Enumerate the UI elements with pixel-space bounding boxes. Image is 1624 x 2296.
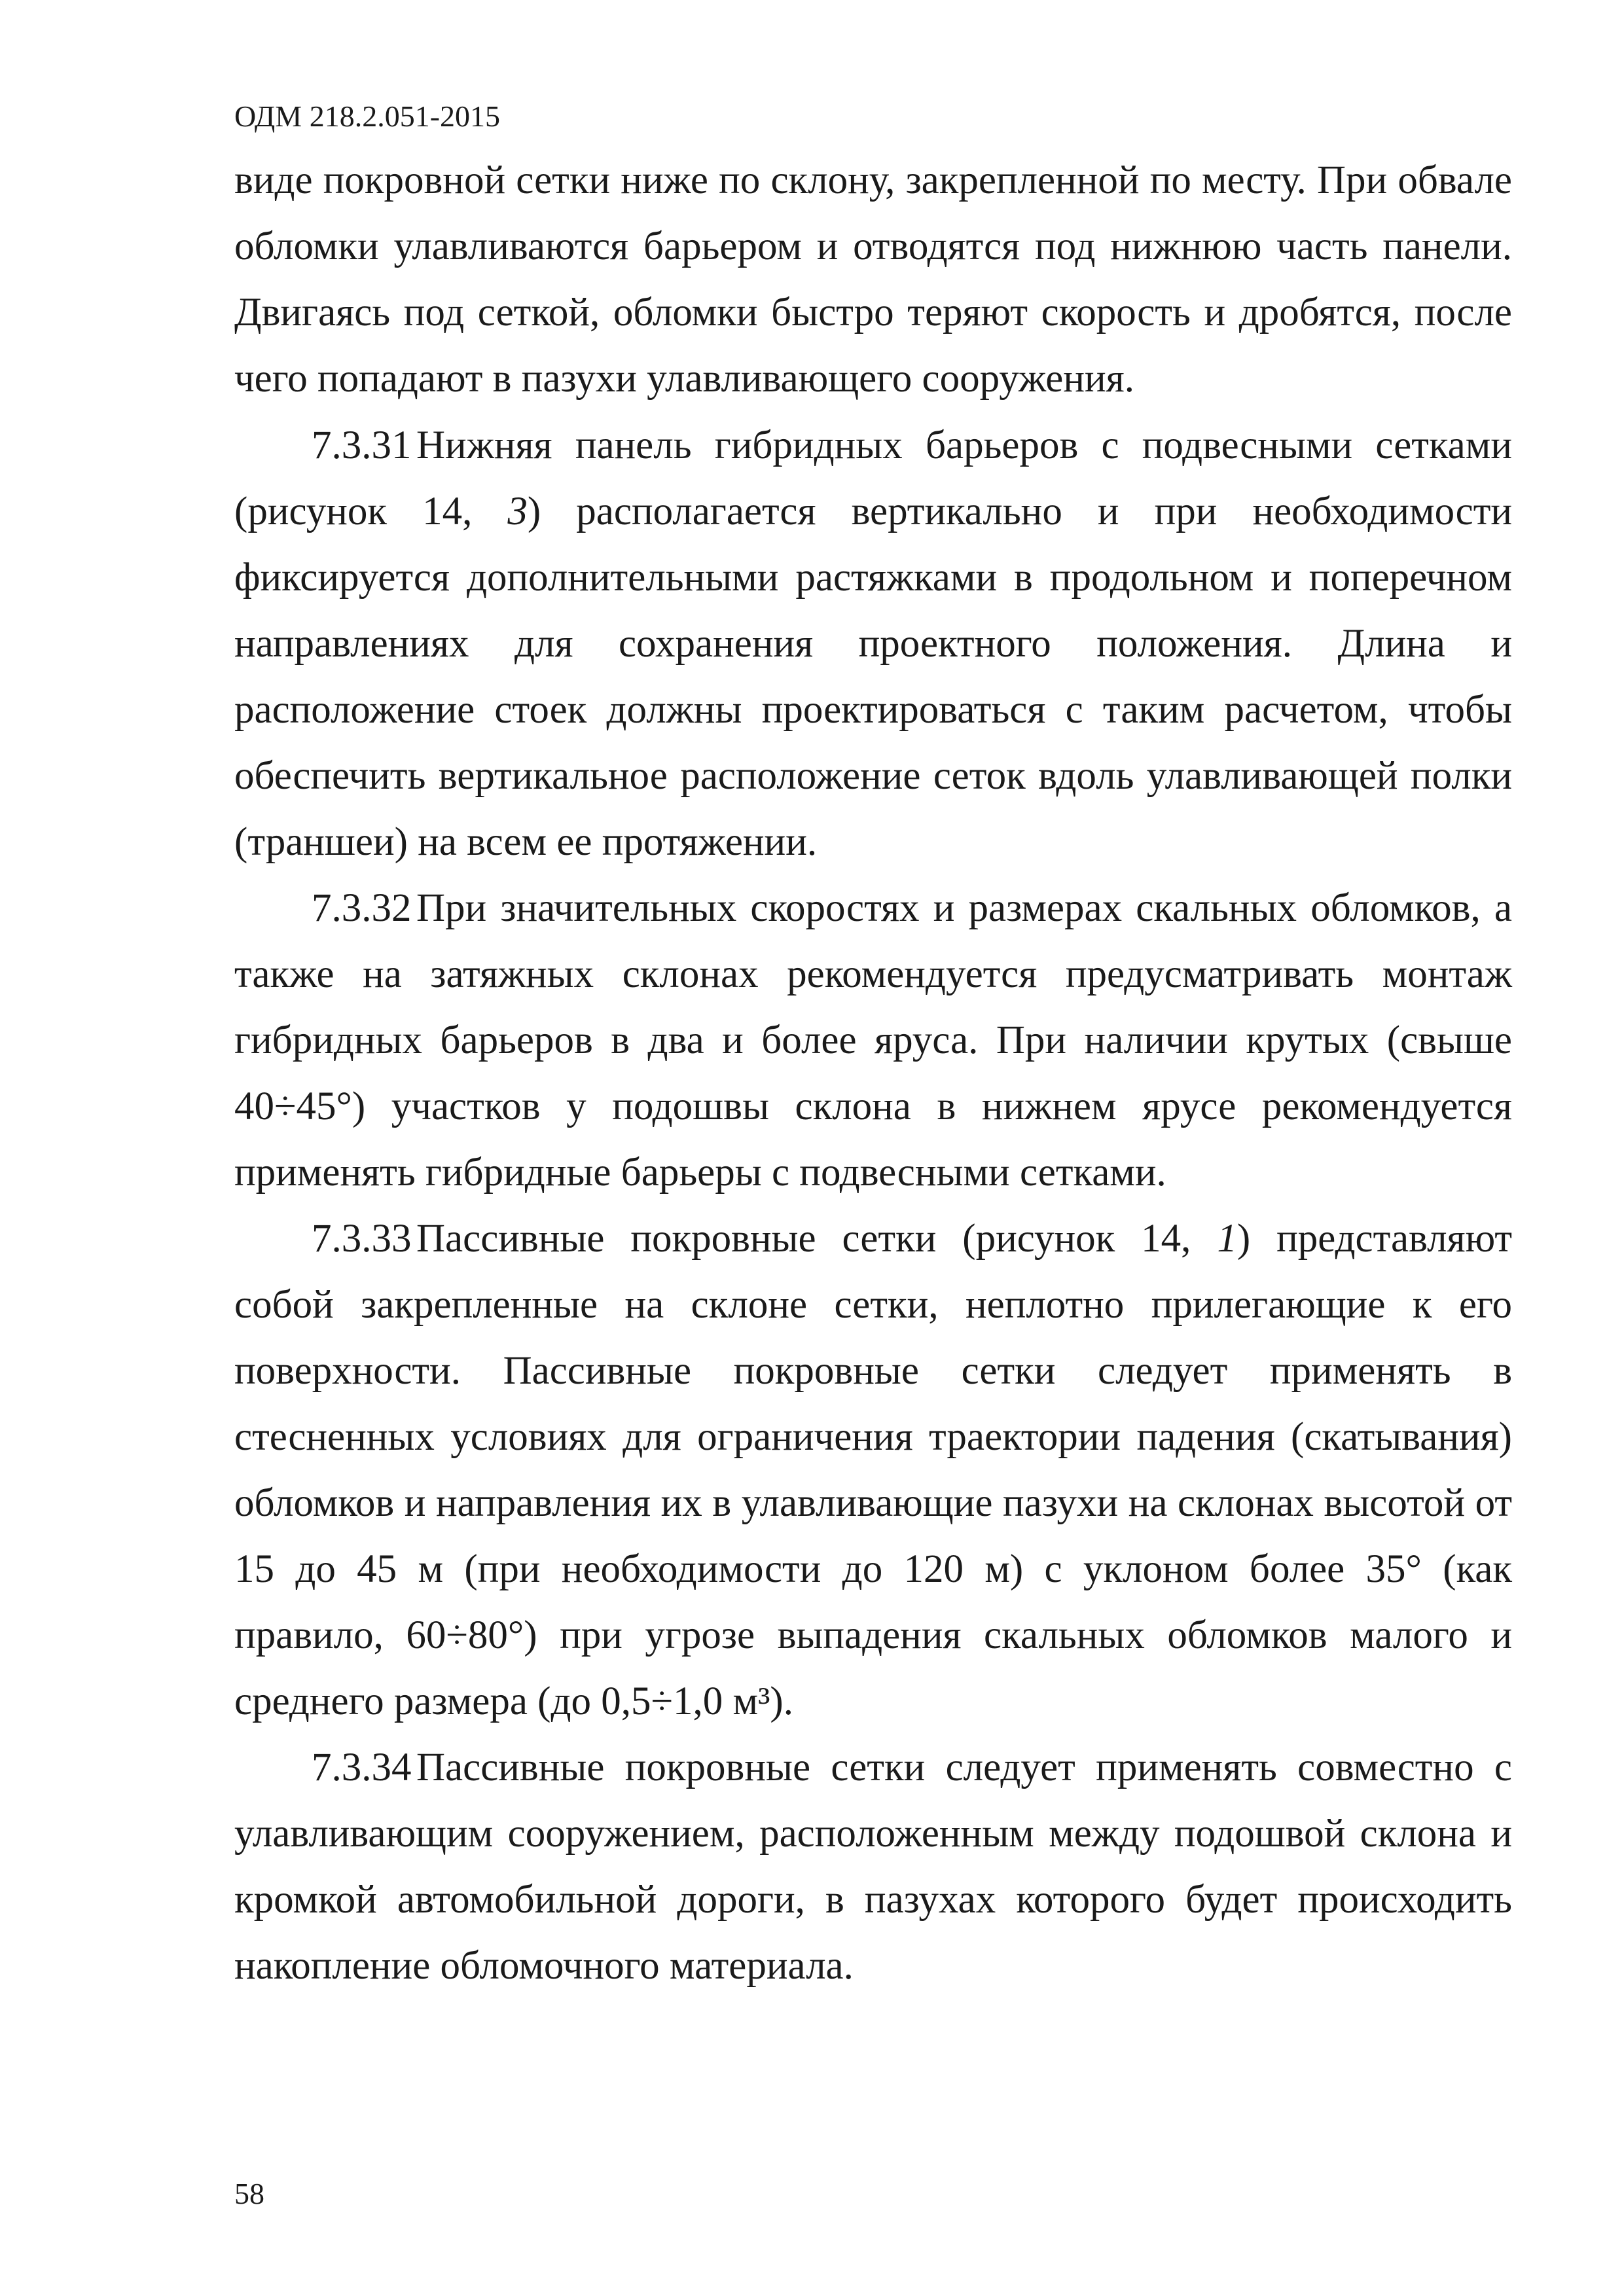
paragraph-7-3-31 bbox=[234, 412, 1512, 875]
clause-number: 7.3.34 bbox=[312, 1746, 412, 1789]
paragraph-text: Пассивные покровные сетки следует применять совместно с улавливающим сооружением, расположенным между подошвой склона и кромкой автомобильной дороги, в пазухах которого будет происходить накопление обломочного материала. bbox=[234, 1746, 1512, 1988]
paragraph-7-3-33 bbox=[234, 1206, 1512, 1734]
paragraph-7-3-34 bbox=[234, 1734, 1512, 1999]
paragraph-text: ) представляют собой закрепленные на склоне сетки, неплотно прилегающие к его поверхности. Пассивные покровные сетки следует применять в стесненных условиях для ограничения траектории падения (скатывания) обломков и направления их в улавливающие пазухи на склонах высотой от 15 до 45 м (при необходимости до 120 м) с уклоном более 35° (как правило, 60÷80°) при угрозе выпадения скальных обломков малого и среднего размера (до 0,5÷1,0 м³). bbox=[234, 1217, 1512, 1723]
clause-number: 7.3.32 bbox=[312, 886, 412, 930]
paragraph-7-3-32 bbox=[234, 875, 1512, 1206]
paragraph-continuation: виде покровной сетки ниже по склону, закрепленной по месту. При обвале обломки улавливаются барьером и отводятся под нижнюю часть панели. Двигаясь под сеткой, обломки быстро теряют скорость и дробятся, после чего попадают в пазухи улавливающего сооружения. bbox=[234, 158, 1512, 401]
paragraph-text: При значительных скоростях и размерах скальных обломков, а также на затяжных склонах рекомендуется предусматривать монтаж гибридных барьеров в два и более яруса. При наличии крутых (свыше 40÷45°) участков у подошвы склона в нижнем ярусе рекомендуется применять гибридные барьеры с подвесными сетками. bbox=[234, 886, 1512, 1194]
figure-reference: 1 bbox=[1217, 1217, 1237, 1261]
figure-reference: 3 bbox=[507, 490, 528, 533]
document-body bbox=[234, 147, 1512, 1999]
paragraph-text: Пассивные покровные сетки (рисунок 14, bbox=[416, 1217, 1218, 1261]
paragraph-text: Нижняя панель гибридных барьеров с подвесными сетками (рисунок 14, bbox=[234, 423, 1512, 533]
clause-number: 7.3.33 bbox=[312, 1217, 412, 1261]
paragraph-text: ) располагается вертикально и при необходимости фиксируется дополнительными растяжками в продольном и поперечном направлениях для сохранения проектного положения. Длина и расположение стоек должны проектироваться с таким расчетом, чтобы обеспечить вертикальное расположение сеток вдоль улавливающей полки (траншеи) на всем ее протяжении. bbox=[234, 490, 1512, 864]
clause-number: 7.3.31 bbox=[312, 423, 412, 467]
document-header: ОДМ 218.2.051-2015 bbox=[234, 99, 501, 133]
page-number: 58 bbox=[234, 2177, 264, 2210]
